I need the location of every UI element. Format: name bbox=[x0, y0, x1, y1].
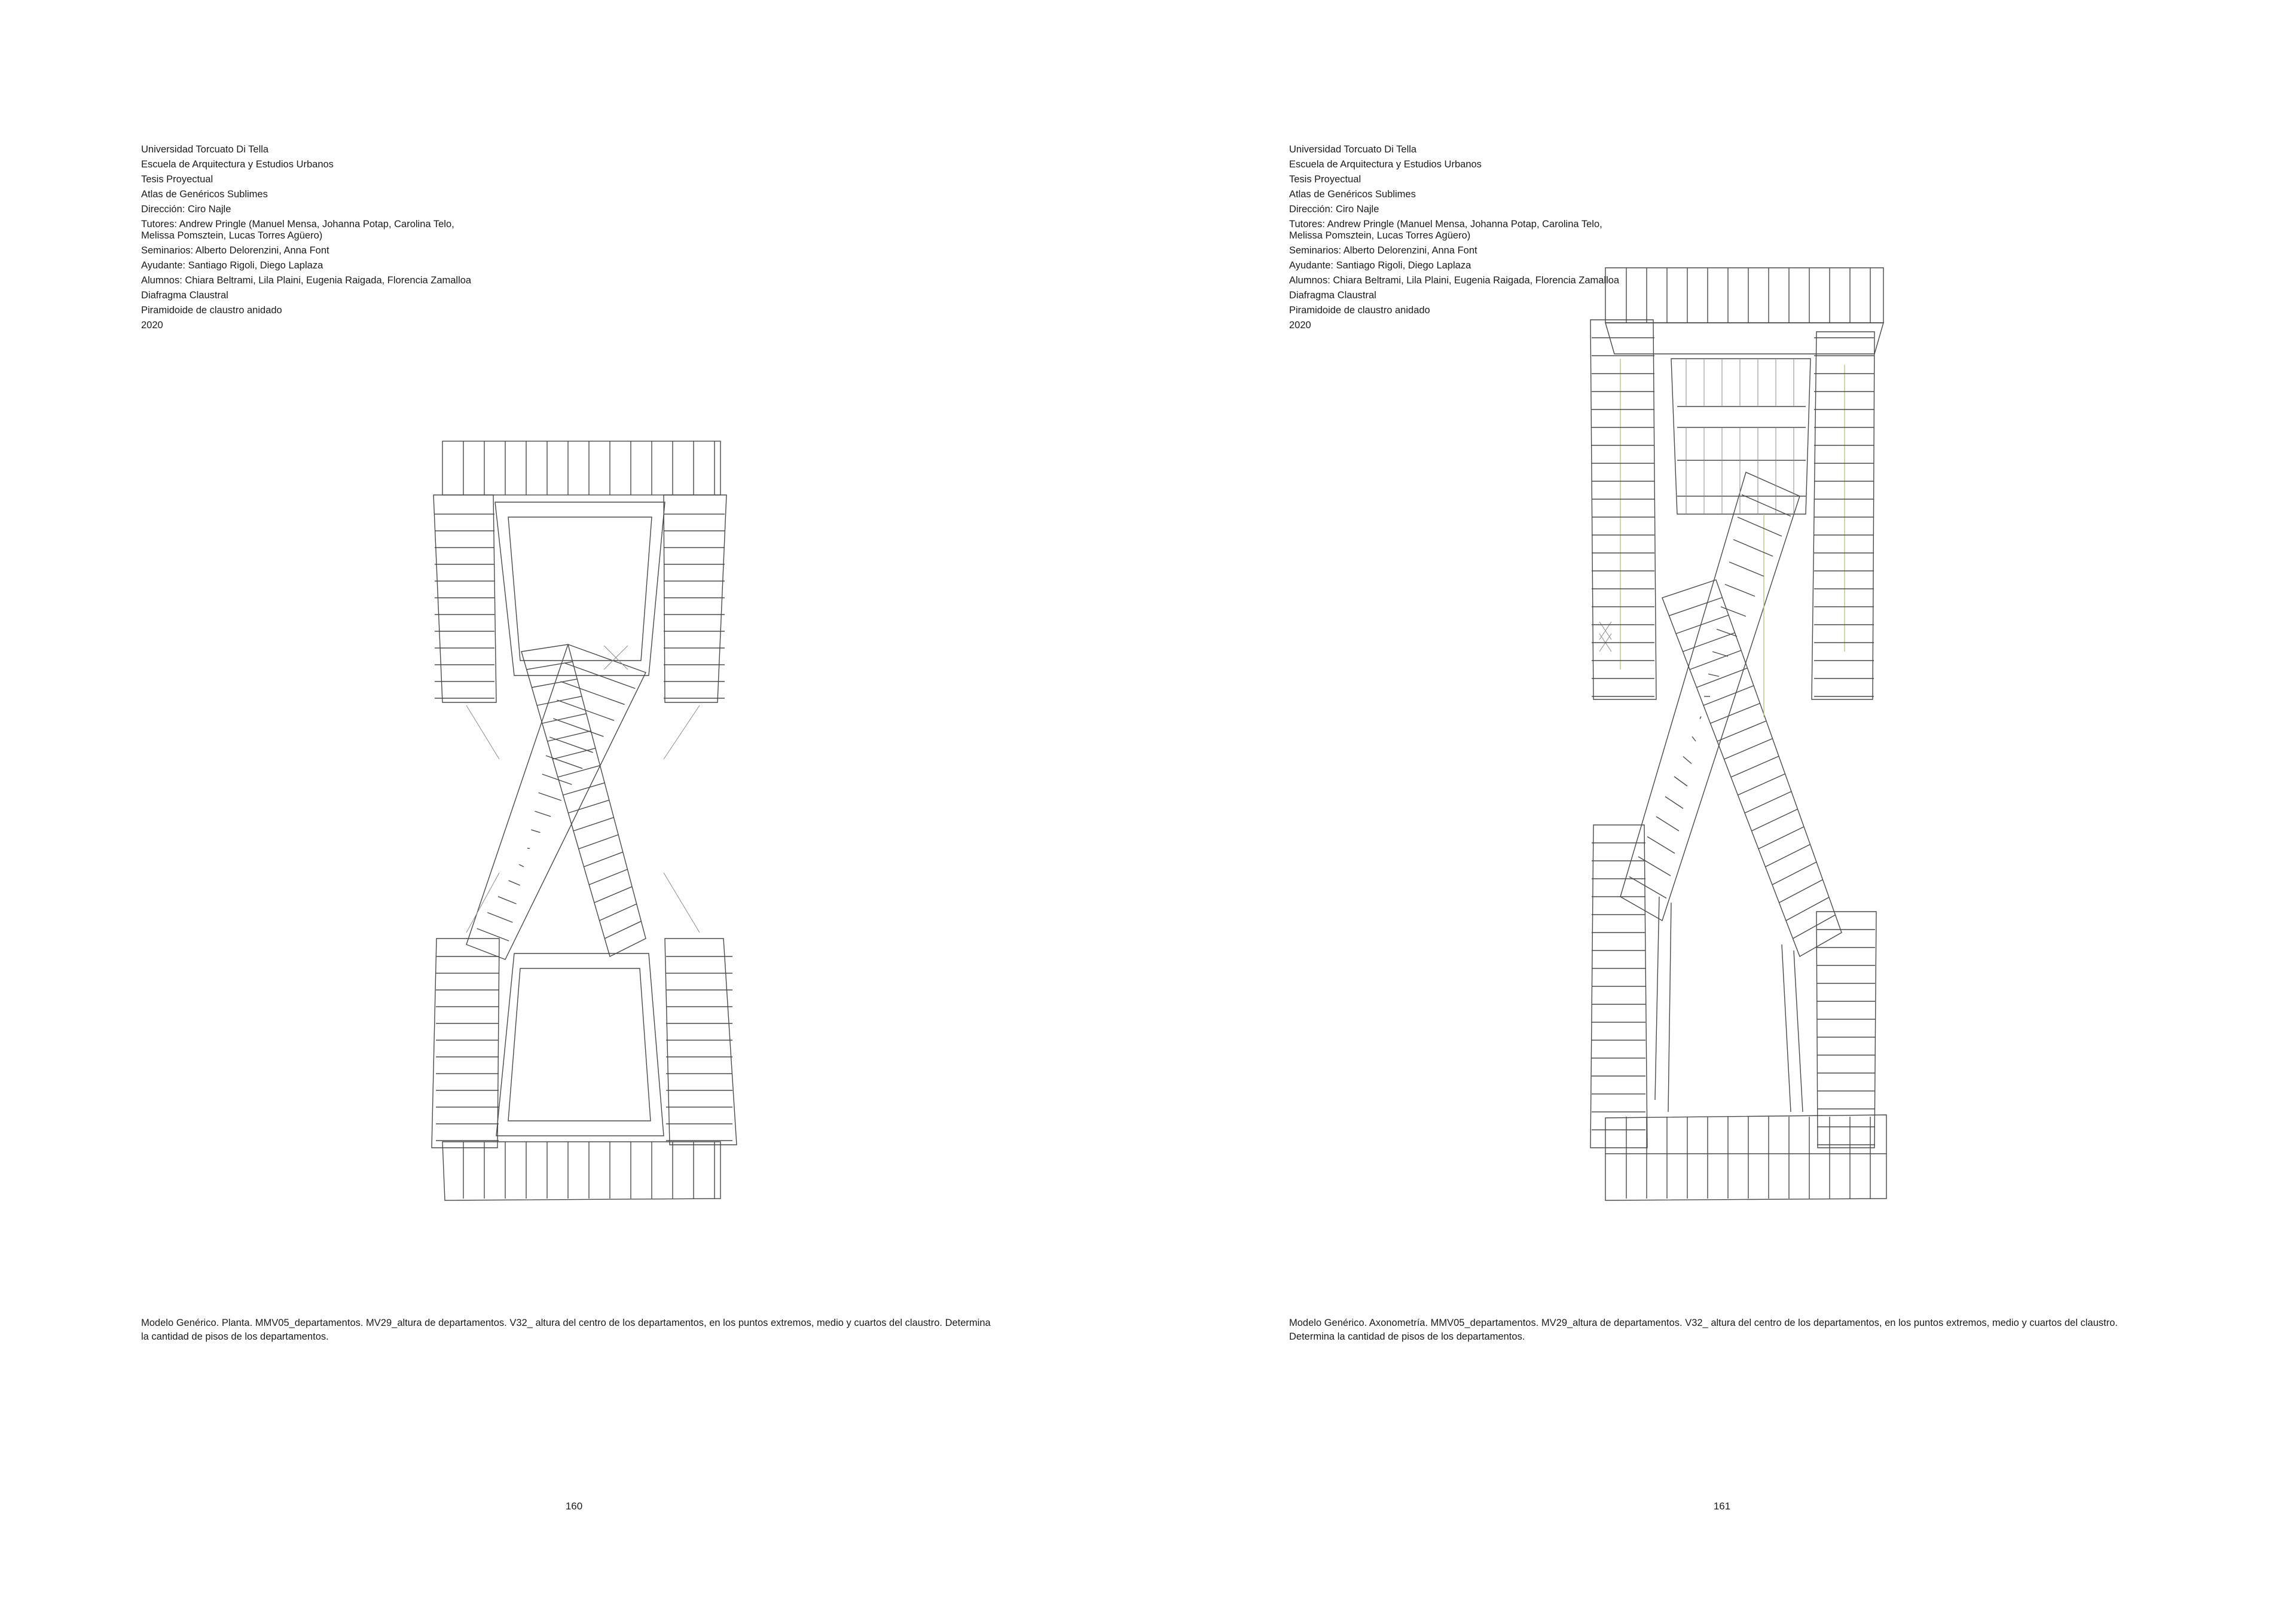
header-line: Piramidoide de claustro anidado bbox=[1289, 305, 1430, 316]
division-line bbox=[557, 700, 614, 720]
division-line bbox=[546, 756, 582, 769]
division-line bbox=[542, 714, 587, 723]
division-line bbox=[1638, 857, 1671, 876]
division-line bbox=[539, 793, 561, 800]
diagonal-bars bbox=[1599, 472, 1842, 1112]
division-line bbox=[1752, 809, 1798, 832]
header-line: Alumnos: Chiara Beltrami, Lila Plaini, Eugenia Raigada, Florencia Zamalloa bbox=[1289, 275, 1620, 286]
division-line bbox=[561, 681, 625, 705]
division-line bbox=[1766, 845, 1810, 867]
division-line bbox=[519, 864, 524, 867]
division-line bbox=[1738, 517, 1782, 536]
header-line: Piramidoide de claustro anidado bbox=[141, 305, 282, 316]
bottom-unit-block bbox=[1605, 1115, 1886, 1200]
header-line: Melissa Pomsztein, Lucas Torres Agüero) bbox=[1289, 230, 1471, 241]
header-line: Alumnos: Chiara Beltrami, Lila Plaini, Eugenia Raigada, Florencia Zamalloa bbox=[141, 275, 472, 286]
division-line bbox=[1779, 880, 1823, 903]
left-caption bbox=[141, 1316, 1026, 1344]
division-line bbox=[568, 800, 609, 813]
division-line bbox=[1665, 797, 1683, 809]
division-line bbox=[1731, 756, 1779, 777]
division-line bbox=[1721, 607, 1746, 616]
division-line bbox=[548, 731, 591, 741]
caption-line: Determina la cantidad de pisos de los departamentos. bbox=[1289, 1331, 1525, 1342]
header-line: Tesis Proyectual bbox=[141, 174, 213, 185]
division-line bbox=[1683, 757, 1692, 764]
side-unit-stacks bbox=[1590, 320, 1876, 1148]
caption-line: la cantidad de pisos de los departamentos. bbox=[141, 1331, 329, 1342]
division-line bbox=[1724, 739, 1773, 760]
page-number: 160 bbox=[565, 1500, 583, 1512]
header-line: Escuela de Arquitectura y Estudios Urbanos bbox=[141, 159, 334, 170]
division-line bbox=[1725, 585, 1755, 597]
division-line bbox=[584, 852, 622, 867]
side-unit-stacks bbox=[432, 495, 737, 1148]
header-line: Diafragma Claustral bbox=[141, 290, 228, 301]
division-line bbox=[573, 817, 613, 831]
division-line bbox=[1729, 562, 1764, 576]
division-line bbox=[535, 811, 551, 817]
division-line bbox=[1738, 774, 1785, 796]
header-line: Universidad Torcuato Di Tella bbox=[1289, 144, 1417, 155]
division-line bbox=[552, 748, 596, 759]
division-line bbox=[1742, 495, 1791, 516]
division-line bbox=[527, 662, 573, 670]
header-line: Ayudante: Santiago Rigoli, Diego Laplaza bbox=[1289, 260, 1471, 271]
division-line bbox=[1669, 598, 1723, 616]
division-line bbox=[1708, 674, 1719, 677]
division-line bbox=[1700, 717, 1701, 719]
division-line bbox=[1745, 791, 1791, 813]
header-line: Tesis Proyectual bbox=[1289, 174, 1361, 185]
division-line bbox=[1712, 652, 1728, 656]
division-line bbox=[1690, 650, 1741, 670]
division-line bbox=[532, 679, 577, 687]
division-line bbox=[1683, 633, 1735, 652]
header-line: Seminarios: Alberto Delorenzini, Anna Font bbox=[141, 245, 329, 256]
division-line bbox=[563, 783, 605, 795]
division-line bbox=[1711, 704, 1760, 724]
right-header-credits bbox=[1289, 142, 1827, 333]
caption-line: Modelo Genérico. Planta. MMV05_departamentos. MV29_altura de departamentos. V32_ altura del centro de los departamentos, en los puntos extremos, medio y cuartos del claustro. Determina bbox=[141, 1318, 991, 1328]
header-line: Escuela de Arquitectura y Estudios Urbanos bbox=[1289, 159, 1482, 170]
header-line: 2020 bbox=[1289, 320, 1311, 331]
unit-divisions bbox=[1592, 268, 1875, 1199]
division-line bbox=[1697, 668, 1748, 688]
right-caption bbox=[1289, 1316, 2174, 1344]
unit-divisions bbox=[435, 441, 732, 1199]
header-line: Tutores: Andrew Pringle (Manuel Mensa, Johanna Potap, Carolina Telo, bbox=[141, 219, 454, 230]
division-line bbox=[1772, 862, 1816, 885]
header-line: Dirección: Ciro Najle bbox=[1289, 204, 1379, 215]
division-line bbox=[1692, 736, 1696, 741]
division-line bbox=[604, 921, 641, 939]
division-line bbox=[600, 904, 637, 921]
header-line: Ayudante: Santiago Rigoli, Diego Laplaza bbox=[141, 260, 323, 271]
header-line: Diafragma Claustral bbox=[1289, 290, 1376, 301]
header-line: Seminarios: Alberto Delorenzini, Anna Font bbox=[1289, 245, 1477, 256]
division-line bbox=[1703, 686, 1754, 705]
page-number: 161 bbox=[1713, 1500, 1731, 1512]
division-line bbox=[509, 881, 520, 885]
division-line bbox=[1793, 915, 1836, 939]
right-page bbox=[1148, 0, 2296, 1623]
division-line bbox=[1786, 897, 1829, 921]
division-line bbox=[1629, 877, 1666, 898]
header-line: Universidad Torcuato Di Tella bbox=[141, 144, 269, 155]
division-line bbox=[1674, 777, 1687, 786]
header-line: Dirección: Ciro Najle bbox=[141, 204, 231, 215]
division-line bbox=[487, 912, 512, 922]
header-line: 2020 bbox=[141, 320, 163, 331]
division-line bbox=[537, 696, 582, 705]
header-line: Atlas de Genéricos Sublimes bbox=[1289, 189, 1416, 200]
division-line bbox=[1733, 540, 1773, 557]
division-line bbox=[1647, 837, 1675, 854]
division-line bbox=[579, 835, 618, 849]
division-line bbox=[531, 830, 540, 833]
courtyard-frames bbox=[495, 502, 665, 1136]
header-line: Atlas de Genéricos Sublimes bbox=[141, 189, 268, 200]
division-line bbox=[498, 897, 517, 904]
division-line bbox=[477, 928, 509, 941]
division-line bbox=[1717, 721, 1766, 741]
division-line bbox=[589, 869, 627, 885]
division-line bbox=[1758, 827, 1804, 849]
division-line bbox=[1656, 817, 1679, 831]
caption-line: Modelo Genérico. Axonometría. MMV05_departamentos. MV29_altura de departamentos. V32_ altura del centro de los departamentos, en los puntos extremos, medio y cuartos del claustro. bbox=[1289, 1318, 2118, 1328]
division-line bbox=[594, 887, 632, 903]
header-line: Tutores: Andrew Pringle (Manuel Mensa, Johanna Potap, Carolina Telo, bbox=[1289, 219, 1602, 230]
header-line: Melissa Pomsztein, Lucas Torres Agüero) bbox=[141, 230, 323, 241]
